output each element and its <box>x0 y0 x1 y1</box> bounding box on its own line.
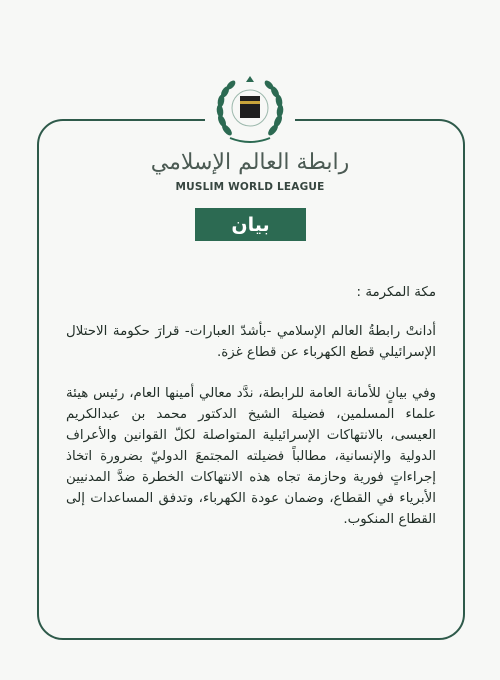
statement-banner <box>195 208 306 241</box>
statement-body <box>66 282 436 530</box>
dateline: مكة المكرمة : <box>356 285 436 300</box>
banner-label: بيان <box>231 213 270 236</box>
paragraph-1: أدانتْ رابطةُ العالم الإسلامي -بأشدّ العبارات- قرارَ حكومة الاحتلال الإسرائيلي قطع الكهرباء عن قطاع غزة. <box>66 324 436 360</box>
org-name-arabic: رابطة العالم الإسلامي <box>150 150 350 175</box>
org-name-english: MUSLIM WORLD LEAGUE <box>175 181 325 193</box>
paragraph-2: وفي بيانٍ للأمانة العامة للرابطة، ندَّد معالي أمينها العام، رئيس هيئة علماء المسلمين، فضيلة الشيخ الدكتور محمد بن عبدالكريم العيسى، بالانتهاكات الإسرائيلية المتواصلة لكلّ القوانين والأعراف الدولية والإنسانية، مطالباً فضيلته المجتمعَ الدوليّ بضرورة اتخاذ إجراءاتٍ فورية وحازمة تجاه هذه الانتهاكات الخطرة ضدَّ المدنيين الأبرياء في القطاع، وضمان عودة الكهرباء، وتدفق المساعدات إلى القطاع المنكوب. <box>66 386 436 527</box>
